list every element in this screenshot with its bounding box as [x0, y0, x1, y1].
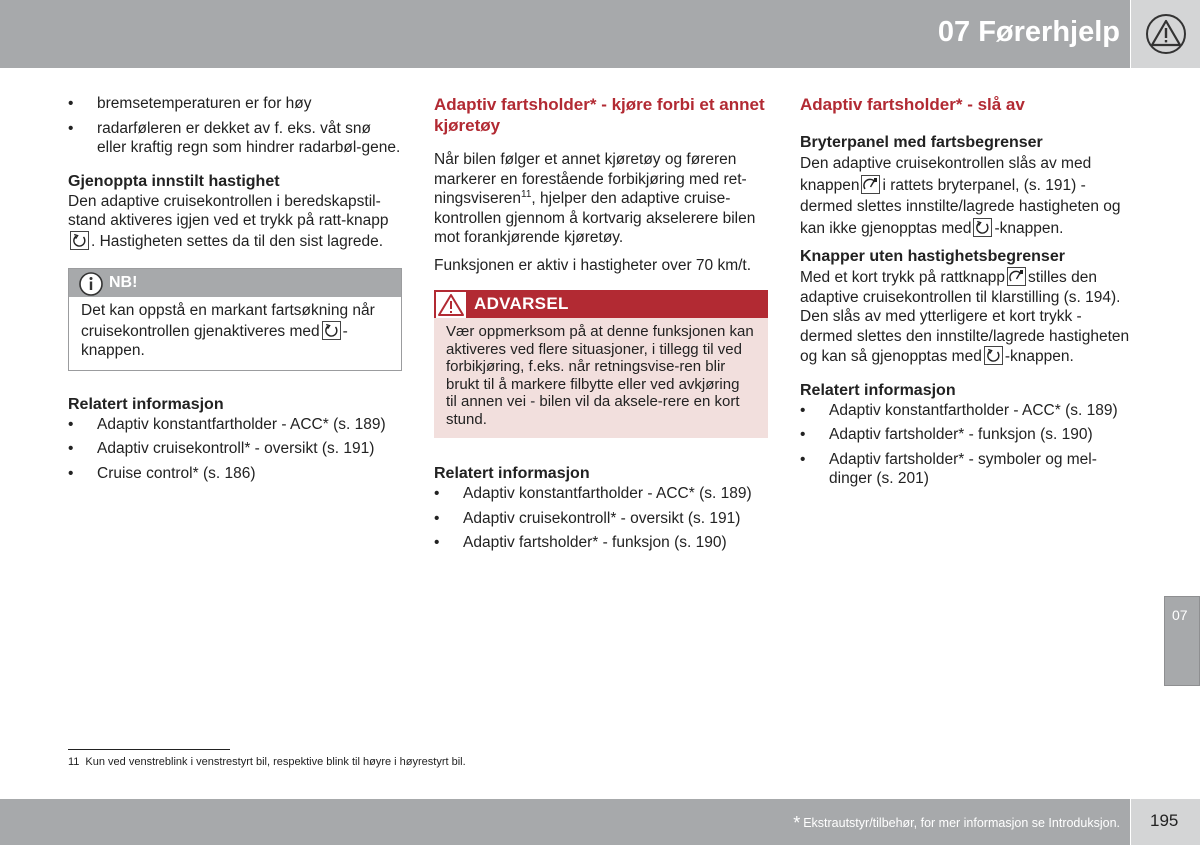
bullet-icon: •	[434, 509, 440, 527]
resume-paragraph: Den adaptive cruisekontrollen i beredskapstil-stand aktiveres igjen ved et trykk på ratt-knapp . Hastigheten settes da til den sist lagrede.	[68, 192, 389, 250]
overtake-paragraph: Når bilen følger et annet kjøretøy og føreren markerer en forestående forbikjøring med ret-ningsviseren$^{11}$, hjelper den adaptive cruise-kontrollen gjennom å kortvarig akselerere bilen mot forankjørende kjøretøy.	[434, 151, 756, 246]
chapter-title: 07 Førerhjelp	[937, 16, 1120, 48]
asterisk-mark: *	[793, 813, 801, 833]
switch-panel-heading: Bryterpanel med fartsbegrenser	[800, 134, 1043, 151]
related-list	[68, 415, 402, 484]
bullet-icon: •	[434, 534, 440, 551]
related-info	[434, 464, 768, 553]
info-icon	[78, 271, 104, 297]
chapter-tab-label: 07	[1172, 607, 1188, 623]
warning-triangle-icon	[1145, 13, 1187, 55]
page-footer	[0, 799, 1130, 845]
related-list	[434, 484, 768, 553]
chapter-header	[0, 0, 1130, 68]
note-box	[68, 268, 402, 371]
bullet-icon: •	[68, 415, 74, 433]
page-number: 195	[1150, 811, 1179, 830]
list-item: • radarføleren er dekket av f. eks. våt snø eller kraftig regn som hindrer radarbøl-gene.	[68, 119, 401, 156]
chapter-side-tab[interactable]	[1164, 596, 1200, 686]
warning-label: ADVARSEL	[474, 294, 569, 313]
related-link[interactable]: • Cruise control* (s. 186)	[68, 464, 256, 482]
bullet-icon: •	[68, 464, 74, 482]
speedometer-off-icon	[861, 175, 880, 194]
bullet-icon: •	[434, 485, 440, 502]
speed-paragraph: Funksjonen er aktiv i hastigheter over 70 km/t.	[434, 256, 752, 274]
related-link[interactable]: • Adaptiv cruisekontroll* - oversikt (s. 191)	[68, 440, 375, 457]
no-limiter-heading: Knapper uten hastighetsbegrenser	[800, 248, 1065, 265]
header-icon-box	[1131, 0, 1200, 68]
resume-button-icon	[973, 218, 992, 237]
footnote-number: 11	[68, 756, 80, 768]
related-link[interactable]: • Adaptiv konstantfartholder - ACC* (s. 189)	[800, 401, 1118, 419]
related-heading: Relatert informasjon	[800, 381, 956, 399]
footnote	[68, 755, 466, 769]
note-label: NB!	[109, 274, 138, 291]
footer-note: * Ekstrautstyr/tilbehør, for mer informasjon se Introduksjon.	[793, 813, 1120, 833]
resume-heading: Gjenoppta innstilt hastighet	[68, 172, 280, 190]
resume-button-icon	[984, 346, 1003, 365]
bullet-icon: •	[68, 95, 74, 112]
list-item: • bremsetemperaturen er for høy	[68, 95, 312, 112]
resume-button-icon	[322, 321, 341, 340]
related-link[interactable]: • Adaptiv fartsholder* - funksjon (s. 190)	[434, 534, 727, 551]
related-list	[800, 401, 1136, 489]
related-heading: Relatert informasjon	[68, 395, 224, 413]
column-2	[434, 94, 768, 558]
warning-box	[434, 290, 768, 438]
related-info	[800, 381, 1136, 489]
page-number-box	[1131, 799, 1200, 845]
column-1	[68, 94, 402, 488]
bullet-icon: •	[800, 401, 806, 419]
section-heading: Adaptiv fartsholder* - slå av	[800, 95, 1025, 114]
related-link[interactable]: • Adaptiv konstantfartholder - ACC* (s. 189)	[68, 415, 386, 433]
bullet-icon: •	[800, 450, 806, 468]
speedometer-off-icon	[1007, 267, 1026, 286]
related-info	[68, 395, 402, 484]
note-header	[69, 269, 401, 297]
warning-header	[434, 290, 768, 318]
warning-body: Vær oppmerksom på at denne funksjonen kan aktiveres ved flere situasjoner, i tillegg til ved forbikjøring, f.eks. når retningsvise-ren blir brukt til å markere filbytte eller ved avkjøring til annen vei - bilen vil da aksele-rere en kort stund.	[434, 318, 768, 438]
section-heading: Adaptiv fartsholder* - kjøre forbi et annet kjøretøy	[434, 95, 765, 135]
footnote-divider	[68, 749, 230, 750]
note-body: Det kan oppstå en markant fartsøkning når cruisekontrollen gjenaktiveres med -knappen.	[81, 302, 375, 359]
related-link[interactable]: • Adaptiv fartsholder* - symboler og mel-dinger (s. 201)	[800, 450, 1097, 487]
condition-list	[68, 94, 402, 158]
column-3	[800, 94, 1136, 494]
bullet-icon: •	[800, 426, 806, 443]
footnote-ref[interactable]: 11	[521, 189, 532, 200]
warning-triangle-icon	[436, 292, 466, 318]
related-link[interactable]: • Adaptiv konstantfartholder - ACC* (s. 189)	[434, 485, 752, 502]
bullet-icon: •	[68, 119, 74, 137]
footnote-text: Kun ved venstreblink i venstrestyrt bil, respektive blink til høyre i høyrestyrt bil.	[85, 756, 466, 768]
related-heading: Relatert informasjon	[434, 465, 590, 482]
related-link[interactable]: • Adaptiv cruisekontroll* - oversikt (s. 191)	[434, 509, 741, 527]
no-limiter-paragraph: Med et kort trykk på rattknapp stilles den adaptive cruisekontrollen til klarstilling (s. 194). Den slås av med ytterligere et kort trykk - dermed slettes den innstilte/lagrede hastigheten og kan så gjenopptas med -knappen.	[800, 269, 1130, 365]
switch-panel-paragraph: Den adaptive cruisekontrollen slås av med knappen i rattets bryterpanel, (s. 191) - dermed slettes innstilte/lagrede hastigheten og kan ikke gjenopptas med -knappen.	[800, 155, 1121, 237]
related-link[interactable]: • Adaptiv fartsholder* - funksjon (s. 190)	[800, 426, 1093, 443]
resume-button-icon	[70, 231, 89, 250]
bullet-icon: •	[68, 440, 74, 457]
